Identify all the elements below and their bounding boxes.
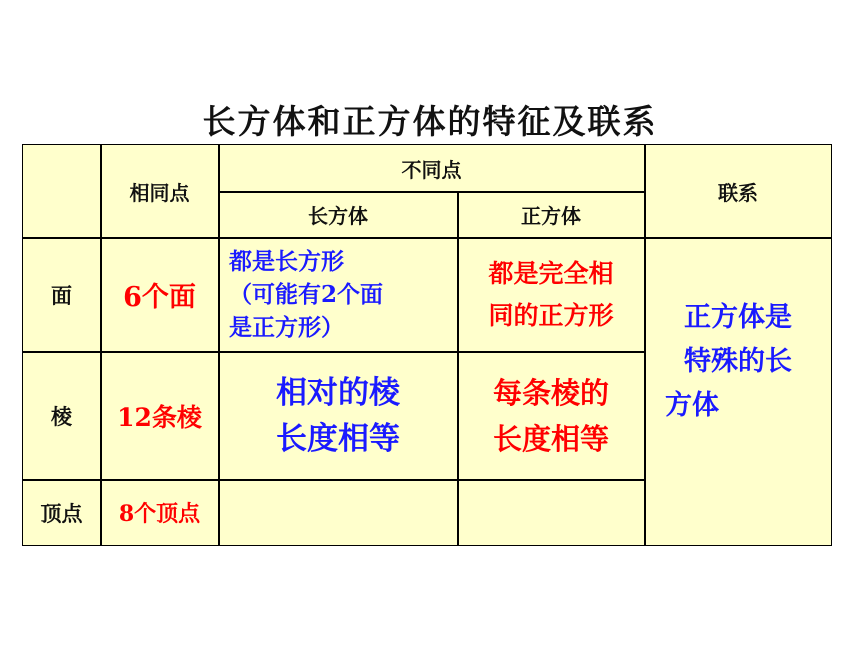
row-label-edge: 棱 bbox=[51, 403, 72, 429]
face-cube bbox=[458, 238, 644, 351]
edge-cuboid bbox=[219, 352, 457, 479]
header-cuboid: 长方体 bbox=[308, 204, 368, 228]
row-label-vertex: 顶点 bbox=[40, 500, 83, 526]
face-cuboid bbox=[219, 238, 457, 351]
edge-cuboid-line: 相对的棱 bbox=[276, 374, 400, 411]
header-relation: 联系 bbox=[718, 180, 758, 205]
face-cuboid-line: （可能有2个面 bbox=[229, 281, 384, 308]
edge-cube-line: 每条棱的 bbox=[492, 375, 609, 410]
edge-same: 12条棱 bbox=[117, 402, 202, 432]
face-cuboid-line: 是正方形） bbox=[229, 314, 344, 341]
header-different: 不同点 bbox=[401, 157, 462, 182]
edge-cube-line: 长度相等 bbox=[492, 421, 609, 456]
page-title: 长方体和正方体的特征及联系 bbox=[202, 102, 658, 141]
face-same: 6个面 bbox=[123, 282, 196, 313]
edge-cuboid-line: 长度相等 bbox=[276, 420, 400, 457]
relation-line: 正方体是 bbox=[684, 302, 792, 333]
header-cube: 正方体 bbox=[521, 204, 581, 228]
features-table bbox=[22, 144, 832, 546]
row-label-face: 面 bbox=[51, 282, 72, 308]
face-cube-line: 都是完全相 bbox=[488, 258, 614, 288]
header-same: 相同点 bbox=[129, 180, 190, 205]
face-cuboid-line: 都是长方形 bbox=[229, 248, 344, 275]
relation-text bbox=[645, 238, 831, 545]
face-cube-line: 同的正方形 bbox=[488, 300, 614, 330]
relation-line: 特殊的长 bbox=[684, 346, 792, 377]
edge-cube bbox=[458, 352, 644, 479]
relation-line: 方体 bbox=[665, 390, 719, 421]
vertex-cube bbox=[458, 480, 644, 545]
vertex-cuboid bbox=[219, 480, 457, 545]
vertex-same: 8个顶点 bbox=[118, 501, 201, 527]
